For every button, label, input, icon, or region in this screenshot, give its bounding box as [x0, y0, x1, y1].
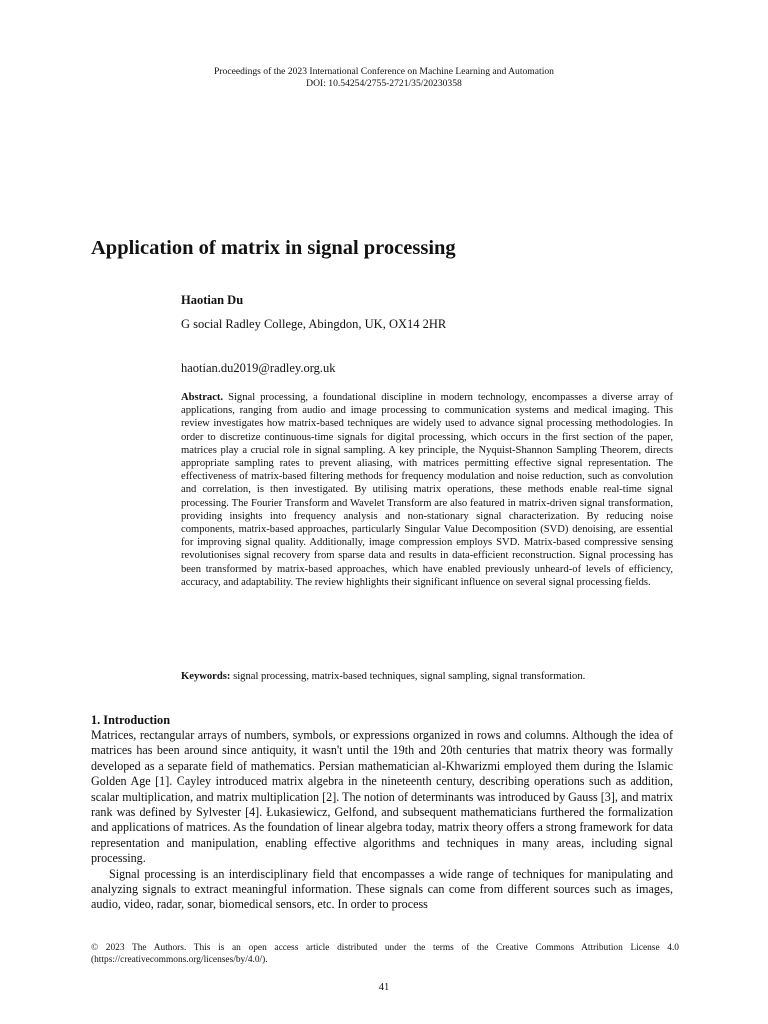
doi-line: DOI: 10.54254/2755-2721/35/20230358 [306, 78, 462, 89]
keywords-text: signal processing, matrix-based techniques, signal sampling, signal transformation. [233, 671, 586, 682]
author-name: Haotian Du [181, 293, 244, 307]
proceedings-header [0, 66, 768, 90]
author-email: haotian.du2019@radley.org.uk [181, 361, 336, 375]
abstract-label: Abstract. [181, 392, 224, 403]
keywords [181, 670, 681, 684]
keywords-label: Keywords: [181, 671, 231, 682]
introduction-body [91, 728, 673, 913]
proceedings-line: Proceedings of the 2023 International Conference on Machine Learning and Automation [214, 66, 554, 77]
abstract-text: Signal processing, a foundational discipline in modern technology, encompasses a diverse array of applications, ranging from audio and image processing to communication systems and medical imaging. This review investigates how matrix-based techniques are widely used to advance signal processing methodologies. In order to discretize continuous-time signals for digital processing, which occurs in the first section of the paper, matrices play a crucial role in signal sampling. A key principle, the Nyquist-Shannon Sampling Theorem, directs appropriate sampling rates to prevent aliasing, with matrices permitting effective signal representation. The effectiveness of matrix-based filtering methods for frequency modulation and noise reduction, such as convolution and correlation, is then investigated. By utilising matrix operations, these methods enable real-time signal processing. The Fourier Transform and Wavelet Transform are also featured in matrix-driven signal transformation, providing insights into frequency analysis and non-stationary signal characterization. By reducing noise components, matrix-based approaches, particularly Singular Value Decomposition (SVD) denoising, are essential for improving signal quality. Additionally, image compression employs SVD. Matrix-based compressive sensing revolutionises signal recovery from sparse data and results in data-efficient reconstruction. Signal processing has been transformed by matrix-based approaches, which have enabled previously unheard-of levels of efficiency, accuracy, and adaptability. The review highlights their significant influence on several signal processing fields. [181, 392, 674, 588]
intro-paragraph-2: Signal processing is an interdisciplinary field that encompasses a wide range of techniques for manipulating and analyzing signals to extract meaningful information. These signals can come from different sources such as images, audio, video, radar, sonar, biomedical sensors, etc. In order to process [91, 866, 673, 912]
author-affiliation: G social Radley College, Abingdon, UK, OX14 2HR [181, 317, 447, 331]
intro-paragraph-1: Matrices, rectangular arrays of numbers, symbols, or expressions organized in rows and columns. Although the idea of matrices has been around since antiquity, it wasn't until the 19th and 20th centuries that matrix theory was formally developed as a separate field of mathematics. Persian mathematician al-Khwarizmi employed them during the Islamic Golden Age [1]. Cayley introduced matrix algebra in the nineteenth century, describing operations such as addition, scalar multiplication, and matrix multiplication [2]. The notion of determinants was introduced by Gauss [3], and matrix rank was defined by Sylvester [4]. Łukasiewicz, Gelfond, and subsequent mathematicians furthered the formalization and applications of matrices. As the foundation of linear algebra today, matrix theory offers a strong framework for data representation and manipulation, enabling effective algorithms and techniques in many areas, including signal processing. [91, 728, 673, 866]
abstract [181, 391, 673, 589]
license-footnote: © 2023 The Authors. This is an open access article distributed under the terms of the Creative Commons Attribution License 4.0 (https://creativecommons.org/licenses/by/4.0/). [91, 943, 679, 965]
section-heading-introduction: 1. Introduction [91, 713, 171, 727]
page-number: 41 [378, 982, 390, 993]
paper-title: Application of matrix in signal processing [91, 237, 456, 259]
